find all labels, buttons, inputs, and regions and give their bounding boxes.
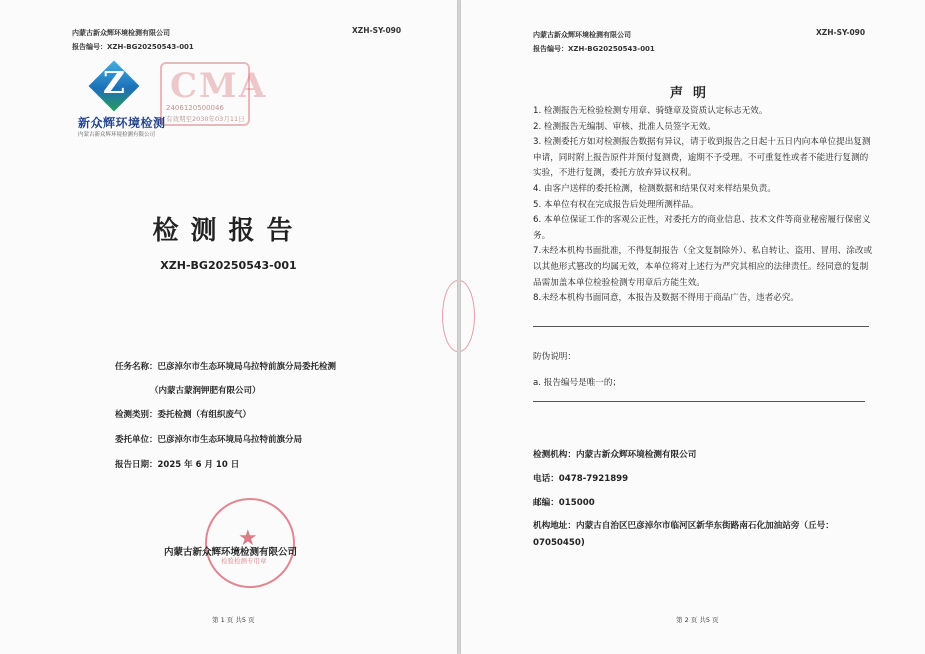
cma-number: 2406120500046 (166, 104, 224, 112)
declaration-item: 3. 检测委托方如对检测报告数据有异议，请于收到报告之日起十五日内向本单位提出复测申请，同时附上报告原件并预付复测费，逾期不予受理。不可重复性或者不能进行复测的实验，不进行复测，委托方放弃异议权利。 (533, 137, 871, 179)
cma-certification-mark (160, 62, 268, 126)
form-code: XZH-SY-090 (816, 28, 866, 37)
address-value: 内蒙古自治区巴彦淖尔市临河区新华东街路南石化加油站旁（丘号：07050450) (533, 521, 834, 548)
task-name-value: 巴彦淖尔市生态环境局乌拉特前旗分局委托检测 (157, 362, 337, 372)
report-date-value: 2025 年 6 月 10 日 (157, 460, 240, 470)
task-name-field (115, 360, 336, 372)
company-header: 内蒙古新众辉环境检测有限公司 (533, 31, 631, 39)
declaration-title: 声明 (669, 86, 716, 101)
report-number-label: 报告编号： (72, 43, 107, 51)
logo-subtitle: 内蒙古新众辉环境检测有限公司 (78, 132, 156, 138)
category-value: 委托检测（有组织废气） (157, 410, 252, 420)
report-title: 检测报告 (152, 216, 305, 246)
cma-validity: 有效期至2030年03月11日 (166, 115, 245, 123)
declaration-item: 2. 检测报告无编制、审核、批准人员签字无效。 (533, 121, 716, 132)
declaration-item: 7.未经本机构书面批准，不得复制报告（全文复制除外）、私自转让、盗用、冒用、涂改或以其他形式篡改的均属无效，本单位将对上述行为严究其相应的法律责任。经同意的复制品需加盖本单位检验检测专用章后方能生效。 (533, 246, 873, 288)
declaration-list (533, 104, 873, 307)
postcode-value: 015000 (558, 498, 595, 508)
declaration-item: 5. 本单位有权在完成报告后处理所测样品。 (533, 199, 699, 210)
task-name-label: 任务名称： (115, 362, 158, 372)
postcode-field (533, 496, 595, 508)
seal-text: 检验检测专用章 (221, 557, 267, 565)
phone-value: 0478-7921899 (558, 474, 629, 484)
declaration-item: 1. 检测报告无检验检测专用章、骑缝章及资质认定标志无效。 (533, 106, 768, 116)
anti-counterfeit-item: a. 报告编号是唯一的； (533, 378, 622, 388)
phone-label: 电话： (533, 474, 559, 484)
seam-seal-fragment (442, 280, 457, 352)
anti-counterfeit-title: 防伪说明： (533, 352, 576, 362)
signing-organization: 内蒙古新众辉环境检测有限公司 (164, 547, 298, 558)
company-header: 内蒙古新众辉环境检测有限公司 (72, 29, 170, 37)
organization-field (533, 448, 696, 460)
category-field (115, 408, 251, 420)
company-logo (78, 62, 168, 142)
address-label: 机构地址： (533, 521, 576, 531)
declaration-item: 6. 本单位保证工作的客观公正性，对委托方的商业信息、技术文件等商业秘密履行保密义务。 (533, 215, 871, 241)
client-label: 委托单位： (115, 435, 158, 445)
client-value: 巴彦淖尔市生态环境局乌拉特前旗分局 (157, 435, 303, 445)
page-footer: 第 1 页 共5 页 (212, 616, 255, 624)
report-title-code: XZH-BG20250543-001 (160, 259, 297, 272)
cma-mark-text: CMA (170, 66, 268, 106)
report-cover-page (0, 0, 457, 654)
inspection-seal (205, 498, 295, 588)
report-date-field (115, 458, 239, 470)
seam-seal-fragment (461, 280, 475, 352)
declaration-item: 4. 由客户送样的委托检测，检测数据和结果仅对来样结果负责。 (533, 183, 776, 194)
task-subject: （内蒙古蒙润钾肥有限公司） (150, 386, 261, 396)
organization-label: 检测机构： (533, 450, 576, 460)
page-footer: 第 2 页 共5 页 (676, 616, 719, 624)
client-field (115, 433, 302, 445)
logo-name: 新众辉环境检测 (78, 116, 166, 130)
logo-letter: Z (103, 66, 125, 101)
divider-line (533, 401, 865, 402)
report-number-value: XZH-BG20250543-001 (107, 43, 194, 51)
report-date-label: 报告日期： (115, 460, 158, 470)
postcode-label: 邮编： (533, 498, 559, 508)
report-number-label: 报告编号： (533, 45, 568, 53)
declaration-item: 8.未经本机构书面同意，本报告及数据不得用于商品广告，违者必究。 (533, 293, 800, 304)
divider-line (533, 326, 869, 327)
form-code: XZH-SY-090 (352, 26, 402, 35)
address-field (533, 518, 873, 552)
category-label: 检测类别： (115, 410, 158, 420)
declaration-page (461, 0, 925, 654)
organization-value: 内蒙古新众辉环境检测有限公司 (575, 450, 697, 460)
report-number-value: XZH-BG20250543-001 (568, 45, 655, 53)
phone-field (533, 472, 628, 484)
seal-star-icon: ★ (238, 526, 258, 551)
report-number-header (533, 44, 655, 54)
report-number-header (72, 42, 194, 52)
